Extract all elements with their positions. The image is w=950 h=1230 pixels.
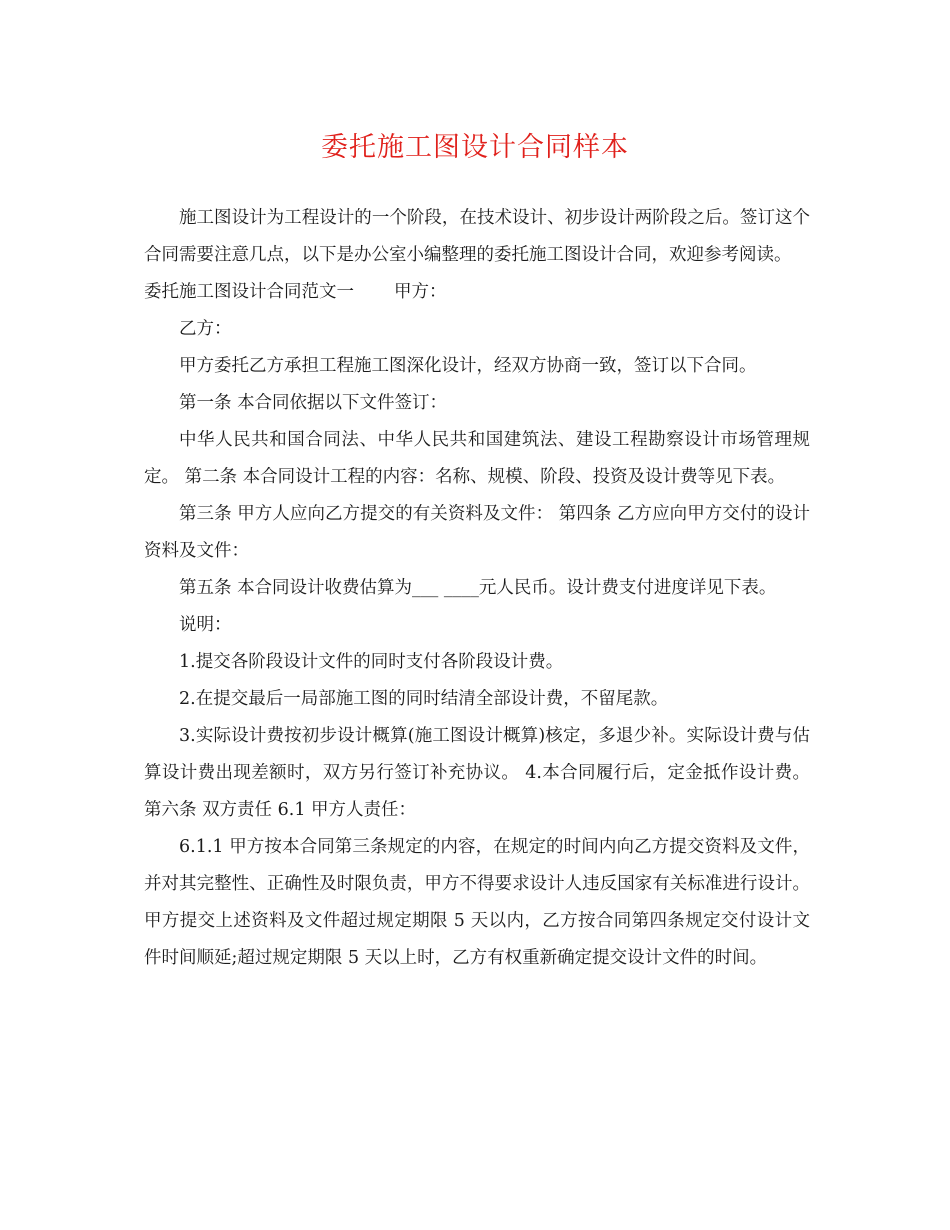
article-5: 第五条 本合同设计收费估算为___ ____元人民币。设计费支付进度详见下表。: [179, 578, 777, 598]
intro-paragraph: 施工图设计为工程设计的一个阶段，在技术设计、初步设计两阶段之后。签订这个合同需要注意几点，以下是办公室小编整理的委托施工图设计合同，欢迎参考阅读。: [144, 208, 810, 265]
note-label: 说明：: [179, 615, 232, 635]
document-title: 委托施工图设计合同样本: [321, 132, 629, 163]
note-2: 2.在提交最后一局部施工图的同时结清全部设计费，不留尾款。: [179, 689, 669, 709]
article-1: 第一条 本合同依据以下文件签订：: [179, 393, 448, 413]
sample-heading: 委托施工图设计合同范文一: [144, 282, 354, 302]
party-a-label: 甲方：: [394, 282, 447, 302]
entrust-paragraph: 甲方委托乙方承担工程施工图深化设计，经双方协商一致，签订以下合同。: [179, 356, 757, 376]
document-body: [144, 200, 810, 977]
article-3-4: 第三条 甲方人应向乙方提交的有关资料及文件： 第四条 乙方应向甲方交付的设计资料及文件：: [144, 504, 810, 561]
laws-paragraph: 中华人民共和国合同法、中华人民共和国建筑法、建设工程勘察设计市场管理规定。 第二条 本合同设计工程的内容：名称、规模、阶段、投资及设计费等见下表。: [144, 430, 810, 487]
note-1: 1.提交各阶段设计文件的同时支付各阶段设计费。: [179, 652, 564, 672]
party-b-label: 乙方：: [179, 319, 232, 339]
sample-heading-line: [144, 274, 810, 311]
note-3: 3.实际设计费按初步设计概算(施工图设计概算)核定，多退少补。实际设计费与估算设计费出现差额时，双方另行签订补充协议。 4.本合同履行后，定金抵作设计费。 第六条 双方责任 6.1 甲方人责任：: [144, 726, 810, 820]
clause-6-1-1: 6.1.1 甲方按本合同第三条规定的内容，在规定的时间内向乙方提交资料及文件，并对其完整性、正确性及时限负责，甲方不得要求设计人违反国家有关标准进行设计。 甲方提交上述资料及文件超过规定期限 5 天以内，乙方按合同第四条规定交付设计文件时间顺延;超过规定期限 5 天以上时，乙方有权重新确定提交设计文件的时间。: [144, 837, 810, 968]
